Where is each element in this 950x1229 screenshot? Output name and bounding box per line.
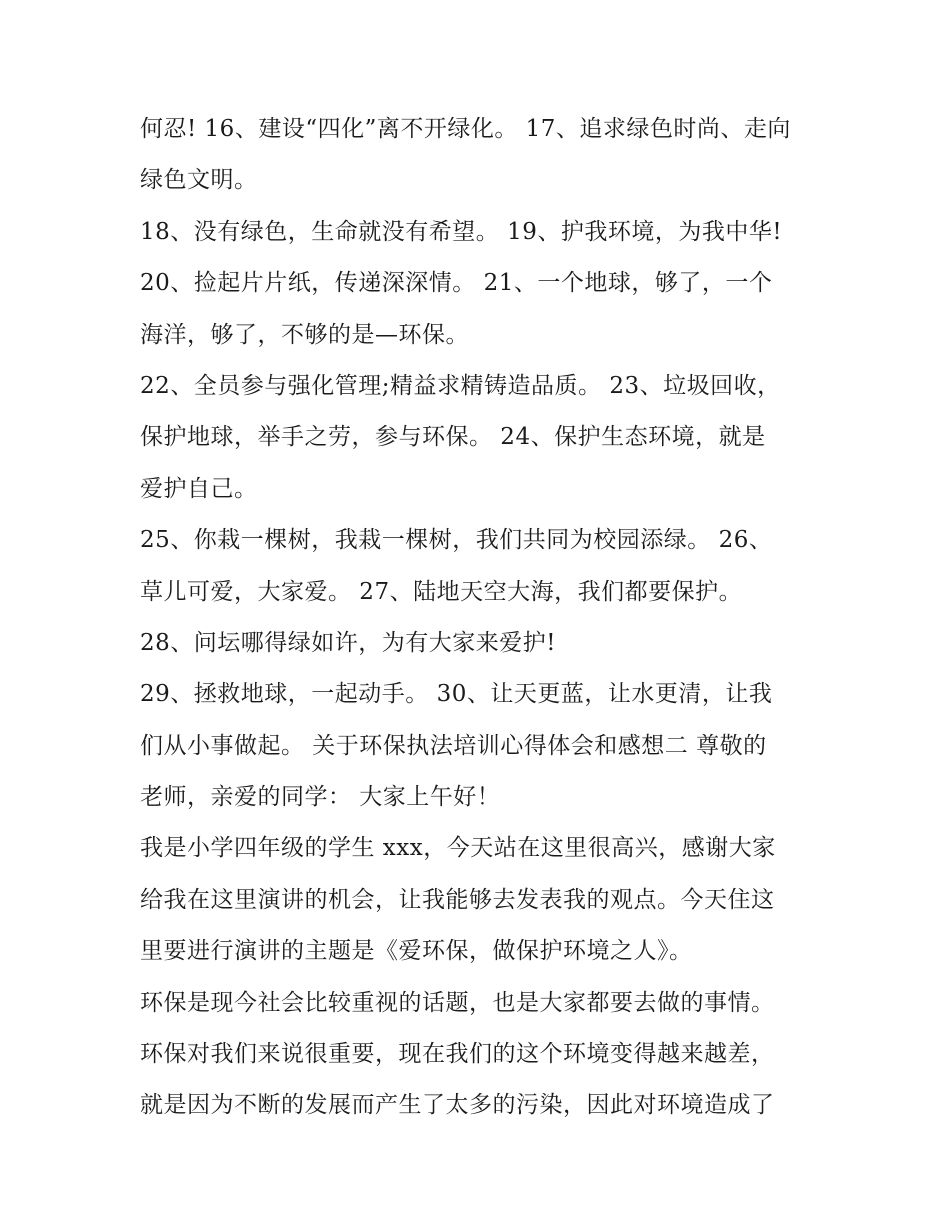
text-line: 20、捡起片片纸，传递深深情。 21、一个地球，够了，一个 xyxy=(140,270,773,297)
text-line: 就是因为不断的发展而产生了太多的污染，因此对环境造成了 xyxy=(140,1092,775,1119)
text-line: 保护地球，举手之劳，参与环保。 24、保护生态环境，就是 xyxy=(140,424,766,451)
text-line: 我是小学四年级的学生 xxx，今天站在这里很高兴，感谢大家 xyxy=(140,835,776,862)
text-line: 22、全员参与强化管理;精益求精铸造品质。 23、垃圾回收， xyxy=(140,372,781,399)
text-line: 环保是现今社会比较重视的话题，也是大家都要去做的事情。 xyxy=(140,989,775,1016)
text-line: 18、没有绿色，生命就没有希望。 19、护我环境，为我中华! xyxy=(140,218,783,245)
text-line: 环保对我们来说很重要，现在我们的这个环境变得越来越差， xyxy=(140,1041,775,1068)
text-line: 28、问坛哪得绿如许，为有大家来爱护! xyxy=(140,629,557,656)
text-line: 绿色文明。 xyxy=(140,167,258,194)
text-line: 里要进行演讲的主题是《爱环保，做保护环境之人》。 xyxy=(140,938,693,965)
document-body xyxy=(140,104,830,1132)
text-line: 老师，亲爱的同学： 大家上午好！ xyxy=(140,784,501,811)
text-line: 海洋，够了，不够的是—环保。 xyxy=(140,321,469,348)
text-line: 们从小事做起。 关于环保执法培训心得体会和感想二 尊敬的 xyxy=(140,732,767,759)
text-line: 草儿可爱，大家爱。 27、陆地天空大海，我们都要保护。 xyxy=(140,578,743,605)
text-line: 给我在这里演讲的机会，让我能够去发表我的观点。今天住这 xyxy=(140,886,775,913)
text-line: 爱护自己。 xyxy=(140,475,258,502)
text-line: 25、你栽一棵树，我栽一棵树，我们共同为校园添绿。 26、 xyxy=(140,527,773,554)
text-line: 29、拯救地球，一起动手。 30、让天更蓝，让水更清，让我 xyxy=(140,681,773,708)
text-line: 何忍! 16、建设“四化”离不开绿化。 17、追求绿色时尚、走向 xyxy=(140,116,791,142)
